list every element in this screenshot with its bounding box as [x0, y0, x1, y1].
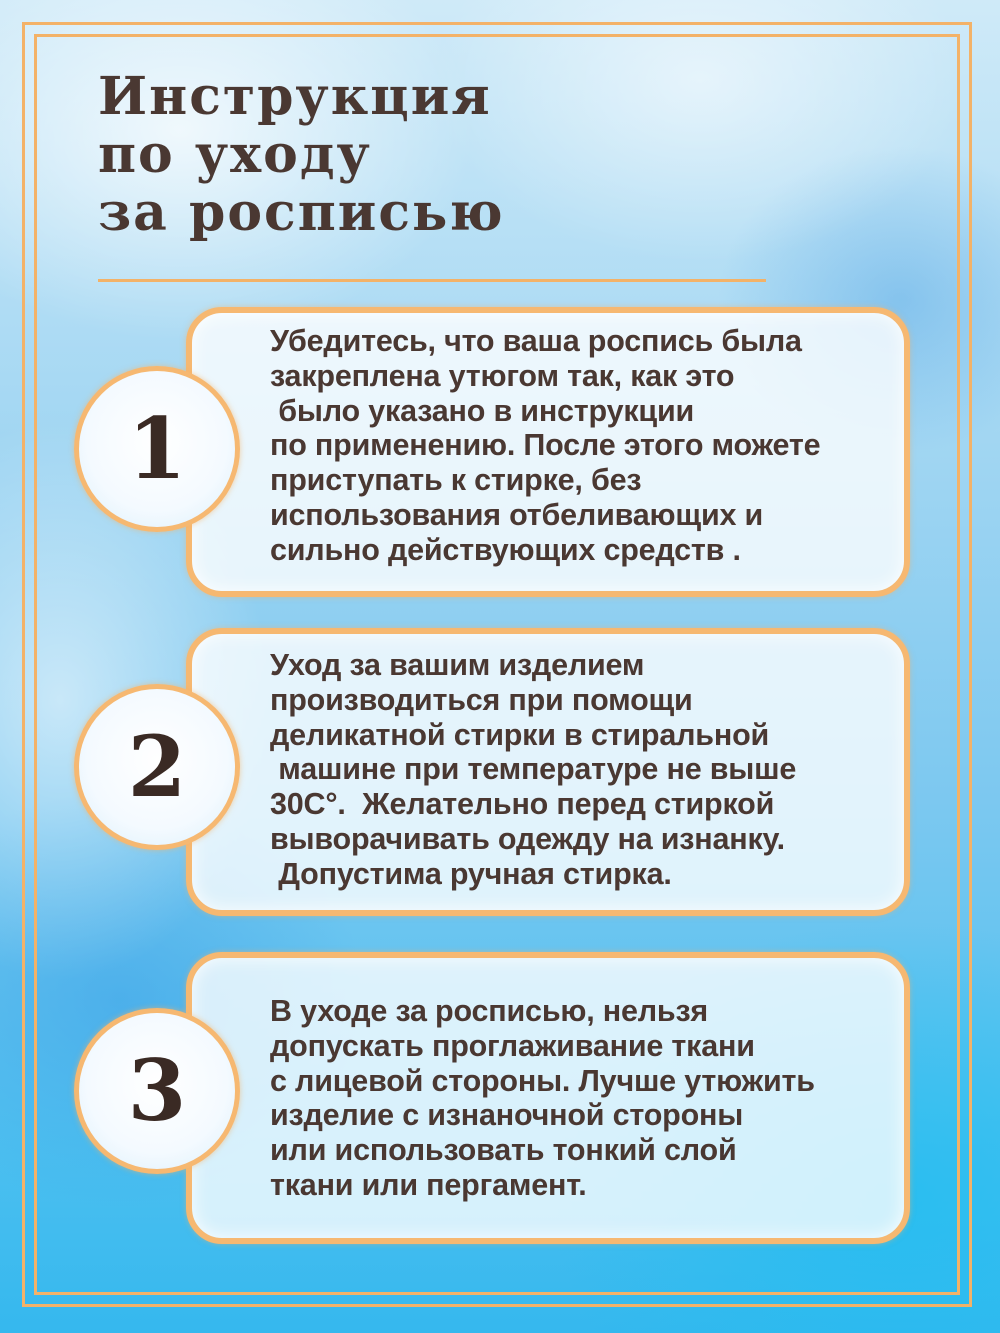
title-divider [98, 279, 766, 282]
step-number-2: 2 [127, 717, 187, 816]
step-text-2: Уход за вашим изделием производиться при помощи деликатной стирки в стиральной машине при температуре не выше 30С°. Желательно перед стиркой выворачивать одежду на изнанку. Допустима ручная стирка. [270, 648, 797, 891]
title-line-2: по уходу [98, 124, 372, 185]
page-title [98, 68, 698, 242]
title-line-1: Инструкция [98, 66, 492, 127]
step-badge-3 [74, 1008, 240, 1174]
step-number-1: 1 [127, 399, 187, 498]
title-line-3: за росписью [98, 182, 505, 243]
step-badge-1 [74, 366, 240, 532]
step-text-3: В уходе за росписью, нельзя допускать проглаживание ткани с лицевой стороны. Лучше утюжить изделие с изнаночной стороны или использовать тонкий слой ткани или пергамент. [270, 994, 815, 1202]
step-badge-2 [74, 684, 240, 850]
step-number-3: 3 [127, 1041, 187, 1140]
step-text-1: Убедитесь, что ваша роспись была закреплена утюгом так, как это было указано в инструкции по применению. После этого можете приступать к стирке, без использования отбеливающих и сильно действующих средств . [270, 324, 821, 567]
